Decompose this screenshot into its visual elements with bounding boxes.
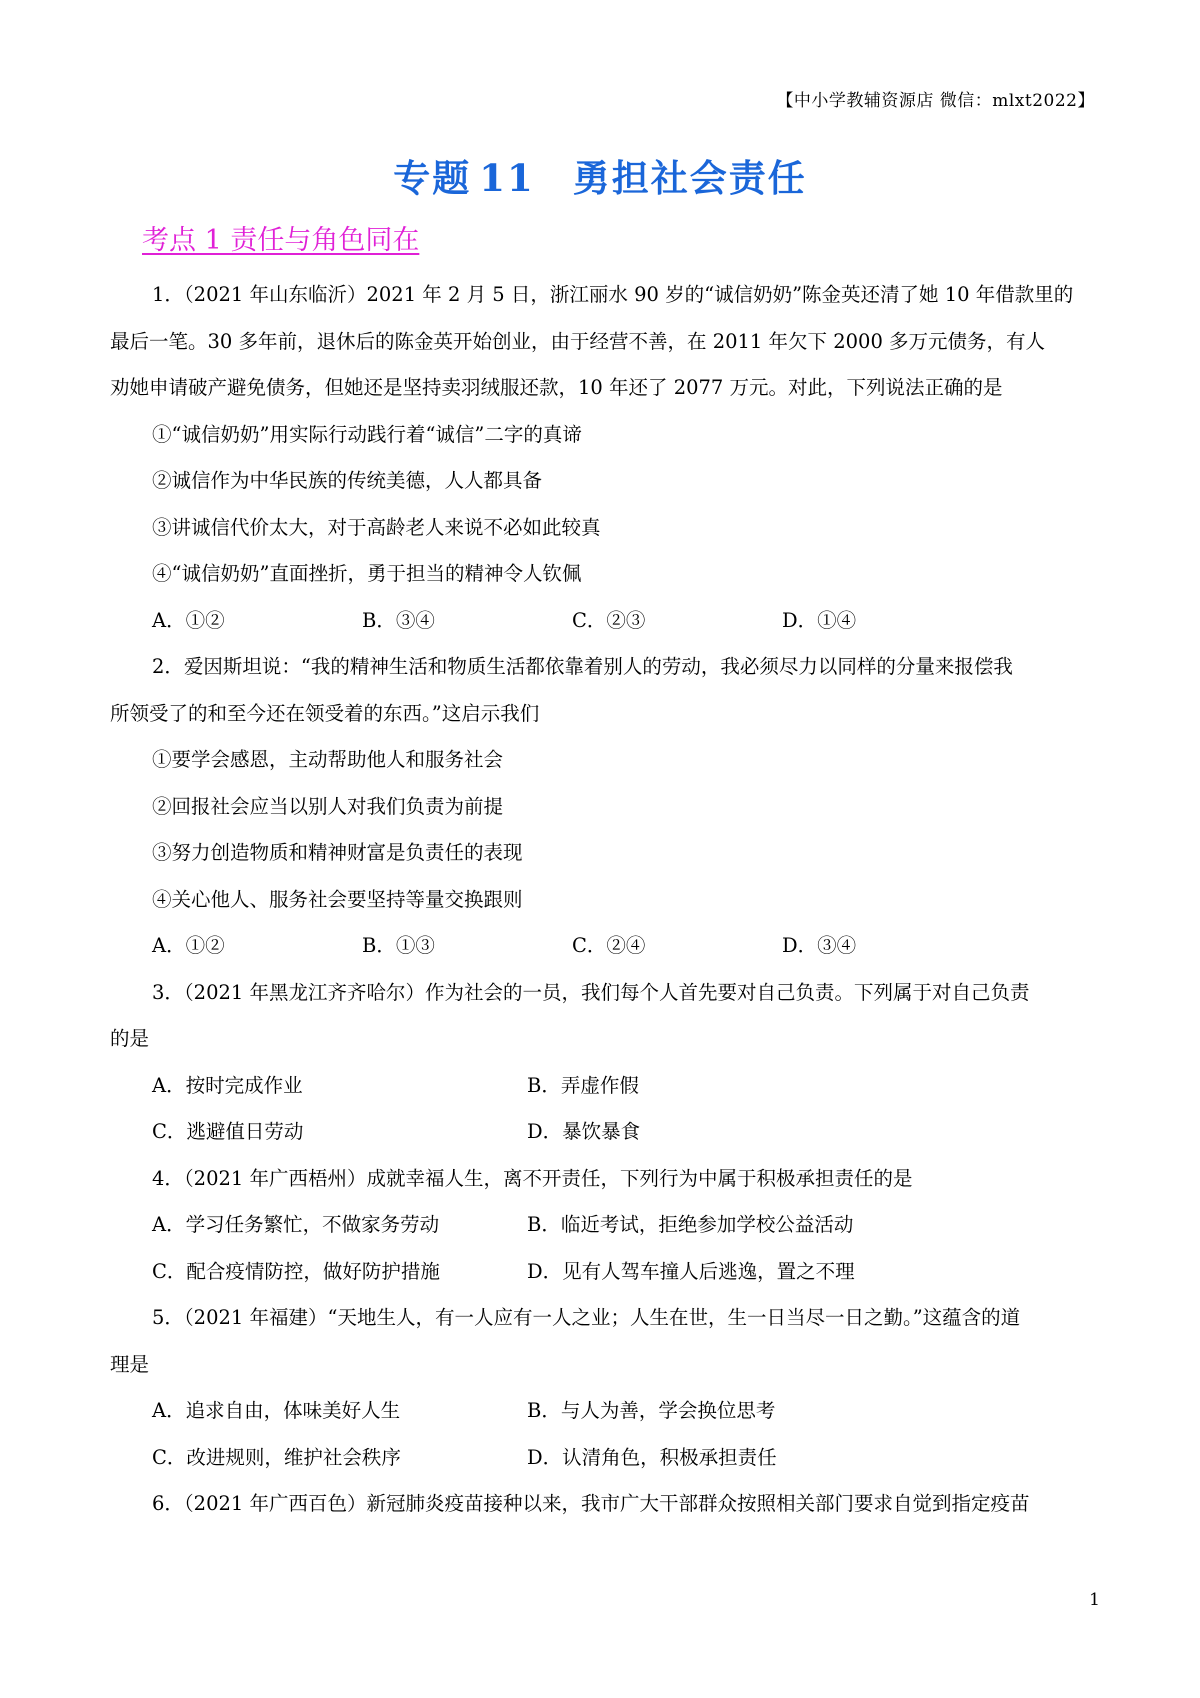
question-4-line-1: 4．（2021 年广西梧州）成就幸福人生，离不开责任，下列行为中属于积极承担责任的是 <box>152 1166 913 1190</box>
page-title <box>0 148 1200 202</box>
question-6-line-1: 6．（2021 年广西百色）新冠肺炎疫苗接种以来，我市广大干部群众按照相关部门要求自觉到指定疫苗 <box>152 1492 1030 1515</box>
option-a: A．①② <box>152 608 225 632</box>
question-4-options-row-1 <box>110 1202 1098 1249</box>
question-2-line-1: 2．爱因斯坦说：“我的精神生活和物质生活都依靠着别人的劳动，我必须尽力以同样的分量来报偿我 <box>152 655 1013 678</box>
question-2-statement: ①要学会感恩，主动帮助他人和服务社会 <box>152 748 504 771</box>
option-b: B．与人为善，学会换位思考 <box>527 1399 776 1422</box>
question-5-options-row-1 <box>110 1388 1098 1435</box>
section-heading: 考点 1 责任与角色同在 <box>142 225 420 256</box>
question-1-line-2: 最后一笔。30 多年前，退休后的陈金英开始创业，由于经营不善，在 2011 年欠下 2000 多万元债务，有人 <box>110 329 1046 353</box>
question-1-statement: ③讲诚信代价太大，对于高龄老人来说不必如此较真 <box>152 515 601 539</box>
option-a: A．学习任务繁忙，不做家务劳动 <box>152 1213 440 1236</box>
option-c: C．②④ <box>572 934 646 957</box>
question-1-line-1: 1．（2021 年山东临沂）2021 年 2 月 5 日，浙江丽水 90 岁的“诚信奶奶”陈金英还清了她 10 年借款里的 <box>152 283 1074 306</box>
question-3-options-row-2 <box>110 1109 1098 1156</box>
question-1-line-3: 劝她申请破产避免债务，但她还是坚持卖羽绒服还款，10 年还了 2077 万元。对此，下列说法正确的是 <box>110 376 1003 399</box>
option-b: B．弄虚作假 <box>527 1073 639 1097</box>
option-b: B．临近考试，拒绝参加学校公益活动 <box>527 1213 854 1236</box>
question-4-options-row-2 <box>110 1249 1098 1296</box>
option-c: C．改进规则，维护社会秩序 <box>152 1445 401 1469</box>
option-c: C．配合疫情防控，做好防护措施 <box>152 1259 440 1283</box>
option-b: B．③④ <box>362 608 435 632</box>
option-b: B．①③ <box>362 934 435 957</box>
option-a: A．追求自由，体味美好人生 <box>152 1399 401 1422</box>
question-2-statement: ③努力创造物质和精神财富是负责任的表现 <box>152 841 523 864</box>
option-d: D．③④ <box>782 934 857 957</box>
question-3-options-row-1 <box>110 1063 1098 1110</box>
question-1-statement: ①“诚信奶奶”用实际行动践行着“诚信”二字的真谛 <box>152 422 582 446</box>
title-text: 勇担社会责任 <box>572 156 807 200</box>
question-5-line-2: 理是 <box>110 1352 150 1376</box>
option-d: D．暴饮暴食 <box>527 1120 641 1143</box>
option-d: D．见有人驾车撞人后逃逸，置之不理 <box>527 1259 855 1283</box>
question-2-line-2: 所领受了的和至今还在领受着的东西。”这启示我们 <box>110 701 540 725</box>
option-c: C．②③ <box>572 608 646 632</box>
question-1-options <box>110 598 1098 645</box>
question-3-line-2: 的是 <box>110 1027 150 1050</box>
option-a: A．按时完成作业 <box>152 1073 303 1097</box>
option-d: D．认清角色，积极承担责任 <box>527 1445 777 1469</box>
question-2-statement: ④关心他人、服务社会要坚持等量交换跟则 <box>152 887 523 911</box>
question-1-statement: ②诚信作为中华民族的传统美德，人人都具备 <box>152 469 543 492</box>
question-5-line-1: 5．（2021 年福建）“天地生人，有一人应有一人之业；人生在世，生一日当尽一日之勤。”这蕴含的道 <box>152 1306 1021 1329</box>
page-number: 1 <box>1089 1590 1100 1610</box>
title-number: 11 <box>479 156 535 200</box>
question-3-line-1: 3．（2021 年黑龙江齐齐哈尔）作为社会的一员，我们每个人首先要对自己负责。下列属于对自己负责 <box>152 980 1030 1004</box>
option-a: A．①② <box>152 934 225 957</box>
question-2-options <box>110 923 1098 970</box>
title-prefix: 专题 <box>393 156 472 200</box>
question-5-options-row-2 <box>110 1435 1098 1482</box>
question-2-statement: ②回报社会应当以别人对我们负责为前提 <box>152 794 504 818</box>
question-body <box>110 272 1098 1528</box>
question-1-statement: ④“诚信奶奶”直面挫折，勇于担当的精神令人钦佩 <box>152 562 582 585</box>
header-note: 【中小学教辅资源店 微信：mlxt2022】 <box>776 91 1095 111</box>
option-c: C．逃避值日劳动 <box>152 1120 304 1143</box>
option-d: D．①④ <box>782 608 857 632</box>
